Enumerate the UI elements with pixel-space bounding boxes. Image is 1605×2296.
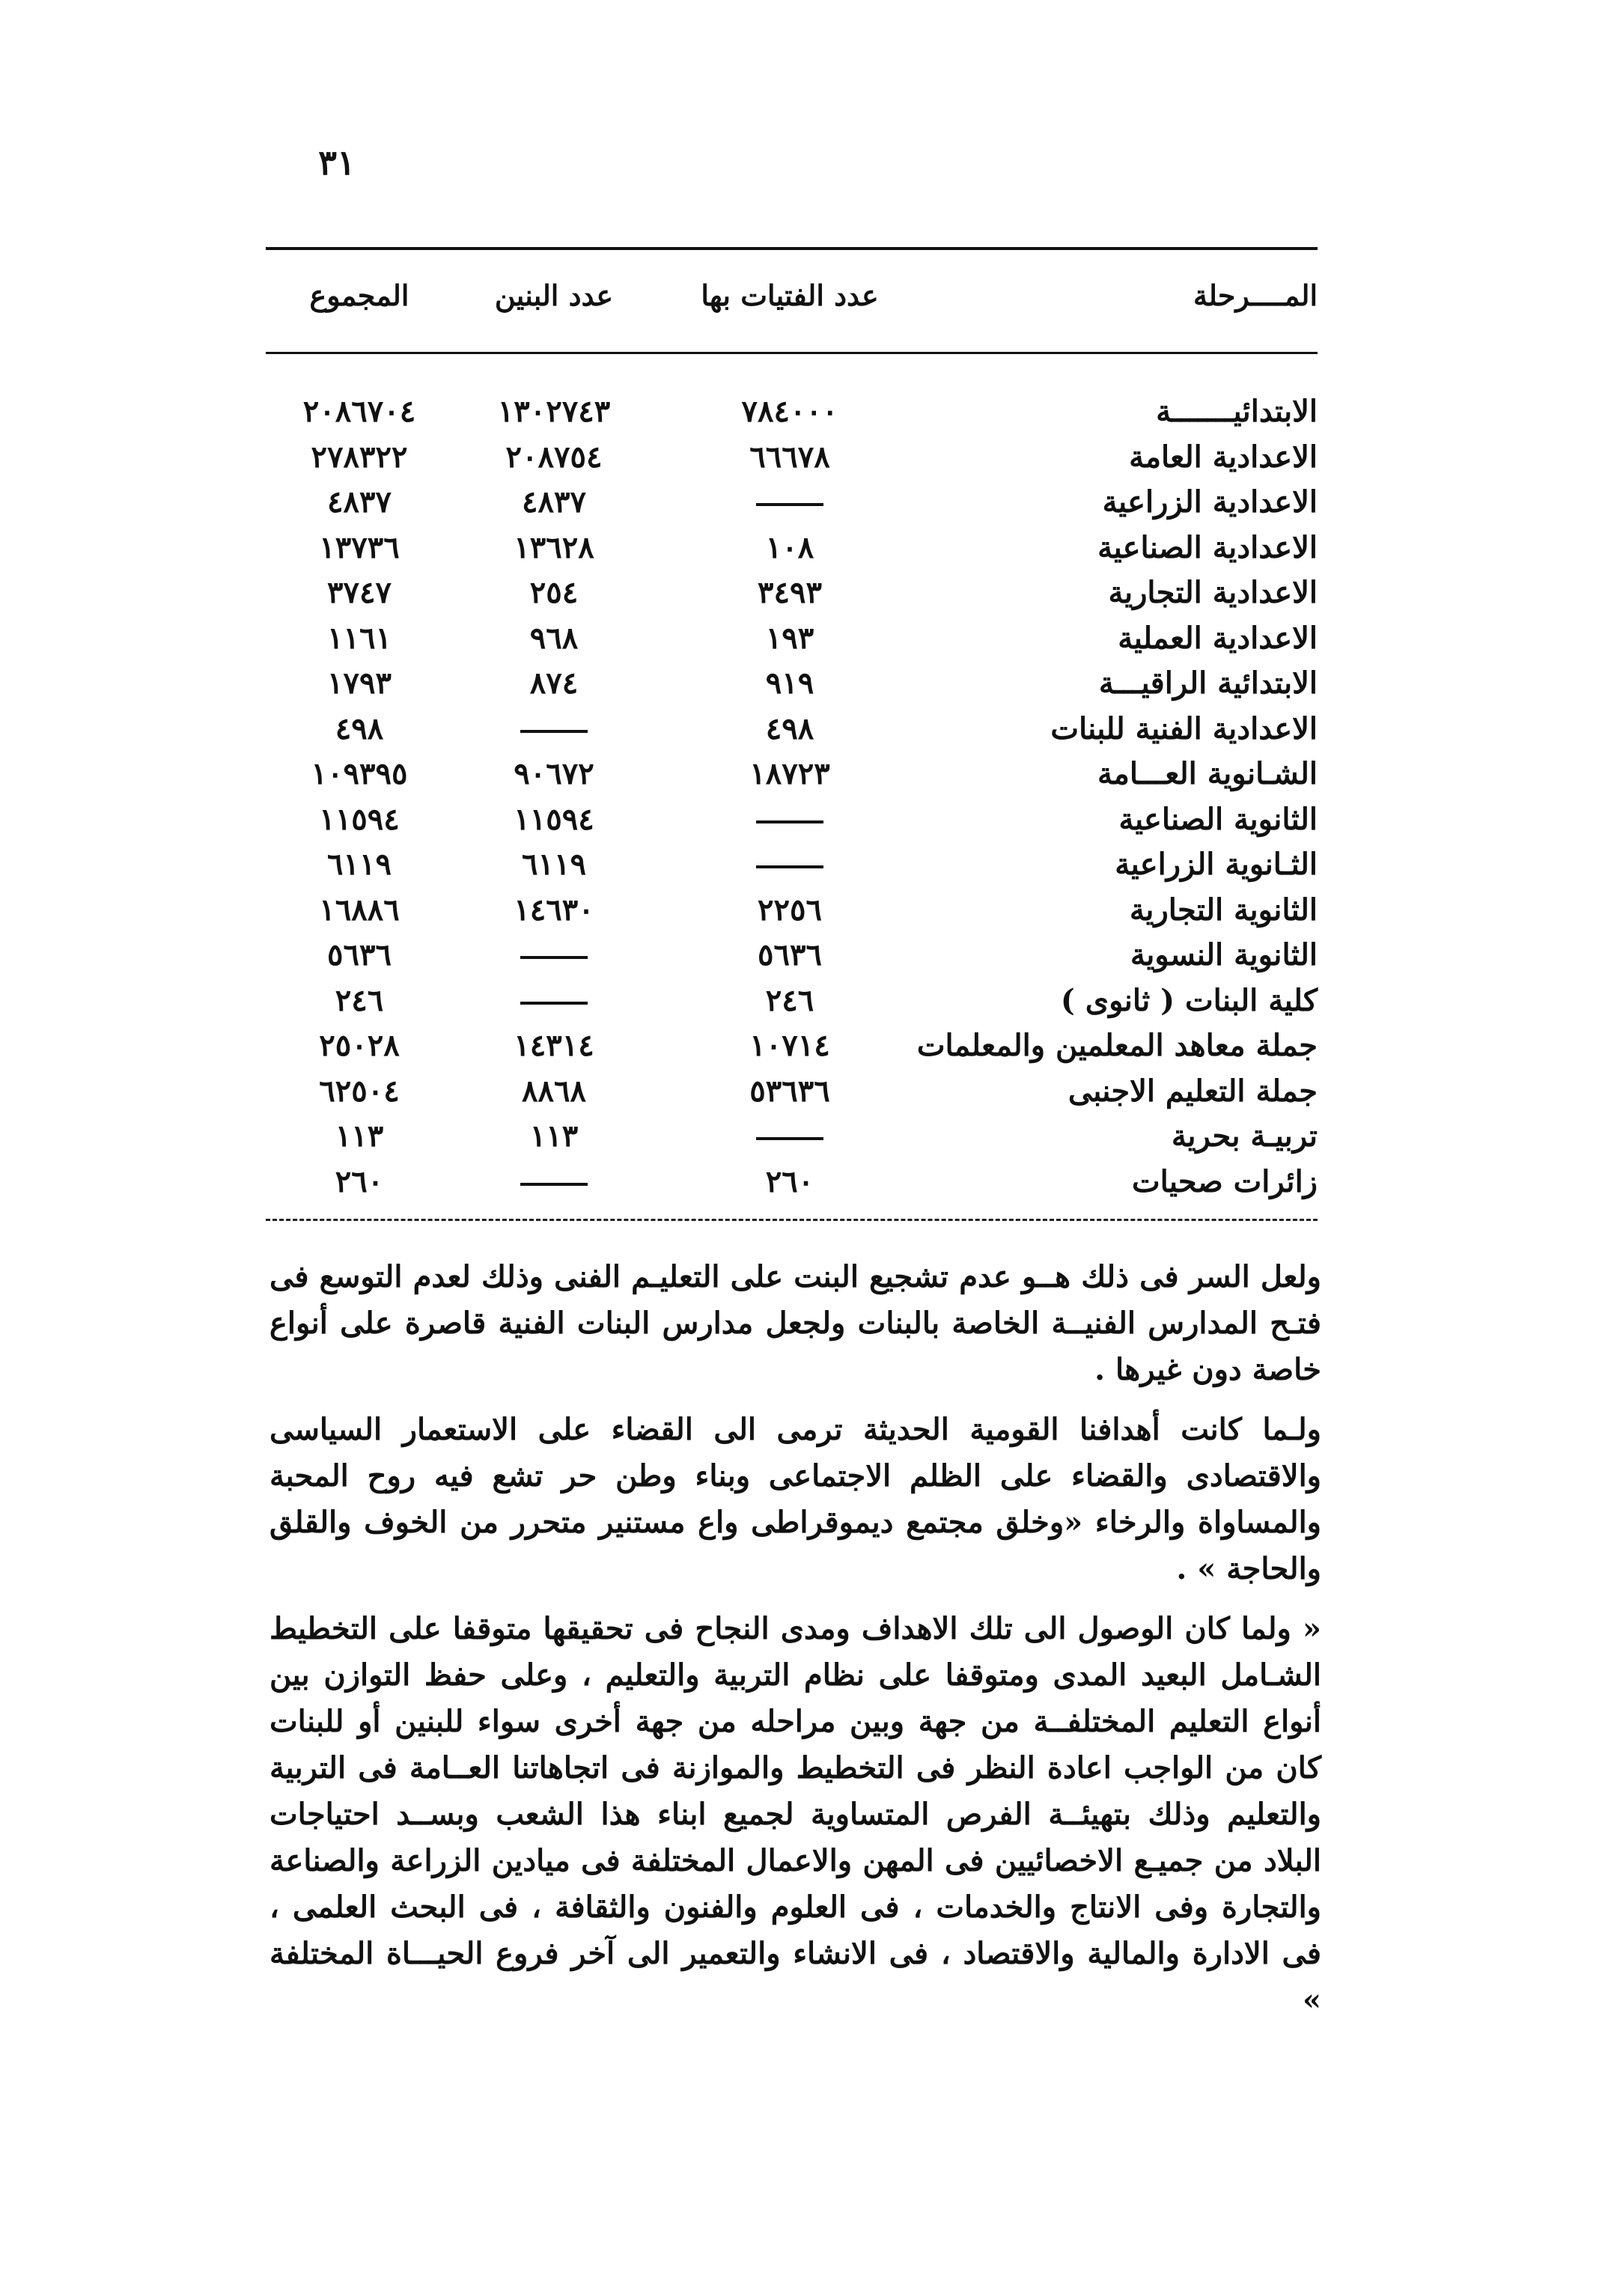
- cell-total: ١١٦١: [327, 620, 392, 656]
- empty-dash: [520, 1002, 588, 1005]
- cell-girls: ٥٦٣٦: [758, 937, 822, 972]
- cell-boys: ١٤٣١٤: [514, 1028, 594, 1063]
- header-girls: عدد الفتيات بها: [701, 278, 879, 312]
- cell-stage: الثانوية النسوية: [1130, 937, 1318, 972]
- header-stage: المــــرحلة: [1193, 278, 1318, 312]
- cell-girls: ١٠٧١٤: [749, 1028, 830, 1063]
- cell-total: ٥٦٣٦: [327, 937, 392, 972]
- table-row: [0, 1069, 1605, 1115]
- cell-stage: كلية البنات ( ثانوى ): [1060, 982, 1318, 1018]
- cell-stage: الاعدادية الفنية للبنات: [1050, 710, 1318, 746]
- cell-stage: الثانوية التجارية: [1129, 892, 1318, 928]
- header-boys: عدد البنين: [494, 278, 614, 312]
- table-row: [0, 1160, 1605, 1205]
- cell-stage: جملة معاهد المعلمين والمعلمات: [916, 1028, 1318, 1063]
- cell-stage: الاعدادية التجارية: [1108, 575, 1318, 610]
- table-row: [0, 933, 1605, 978]
- cell-girls: [666, 480, 913, 525]
- cell-total: ١٠٩٣٩٥: [311, 756, 408, 791]
- table-top-rule: [266, 247, 1318, 250]
- table-row: [0, 888, 1605, 934]
- paragraph-1: ولعل السر فى ذلك هــو عدم تشجيع البنت على التعليـم الفنى وذلك لعدم التوسع فى فتـح المدارس الفنيــة الخاصة بالبنات ولجعل مدارس البنات الفنية قاصرة على أنواع خاصة دون غيرها .: [269, 1259, 1321, 1387]
- cell-girls: ٢٤٦: [765, 982, 814, 1018]
- cell-girls: [666, 842, 913, 887]
- cell-boys: ٦١١٩: [522, 847, 586, 882]
- cell-total: ١٧٩٣: [327, 666, 392, 701]
- cell-stage: الشـانوية العـــامة: [1097, 756, 1318, 791]
- empty-dash: [756, 865, 823, 868]
- cell-total: ٢٥٠٢٨: [319, 1028, 400, 1063]
- cell-boys: ٢٥٤: [529, 575, 579, 610]
- cell-stage: تربيـة بحرية: [1171, 1118, 1318, 1154]
- cell-total: ٤٩٨: [335, 710, 384, 746]
- cell-boys: [457, 1160, 651, 1205]
- cell-total: ٢٤٦: [335, 982, 384, 1018]
- cell-girls: ٤٩٨: [765, 710, 814, 746]
- cell-stage: الابتدائية الراقيـــة: [1098, 666, 1318, 701]
- cell-boys: ١٤٦٣٠: [514, 892, 594, 928]
- cell-boys: ١٣٠٢٧٤٣: [497, 394, 611, 429]
- table-row: [0, 1114, 1605, 1160]
- cell-stage: زائرات صحيات: [1131, 1163, 1318, 1199]
- cell-stage: الابتدائيـــــــة: [1156, 394, 1318, 429]
- empty-dash: [756, 503, 823, 506]
- cell-stage: الاعدادية الصناعية: [1097, 529, 1318, 565]
- page-number: ٣١: [318, 142, 356, 183]
- cell-total: ١١٥٩٤: [319, 801, 400, 837]
- cell-stage: الاعدادية العامة: [1129, 439, 1318, 475]
- empty-dash: [520, 956, 588, 959]
- cell-total: ٦١١٩: [327, 847, 392, 882]
- cell-boys: ٨٨٦٨: [522, 1073, 586, 1109]
- table-row: [0, 435, 1605, 481]
- table-body: [0, 389, 1605, 1205]
- cell-girls: ١٨٧٢٣: [749, 756, 830, 791]
- cell-stage: جملة التعليم الاجنبى: [1068, 1073, 1318, 1109]
- table-row: [0, 570, 1605, 616]
- cell-boys: ٩٠٦٧٢: [514, 756, 594, 791]
- cell-total: ٤٨٣٧: [327, 484, 392, 520]
- table-bottom-rule: [266, 1219, 1318, 1221]
- cell-girls: [666, 1114, 913, 1159]
- empty-dash: [756, 820, 823, 823]
- cell-stage: الثـانوية الزراعية: [1115, 847, 1318, 882]
- table-row: [0, 797, 1605, 843]
- body-text: [269, 1254, 1321, 2037]
- cell-boys: ١١٣: [529, 1118, 579, 1154]
- empty-dash: [520, 730, 588, 733]
- table-row: [0, 389, 1605, 435]
- table-row: [0, 978, 1605, 1024]
- paragraph-3: « ولما كان الوصول الى تلك الاهداف ومدى النجاح فى تحقيقها متوقفا على التخطيط الشـامل البعيد المدى ومتوقفا على نظام التربية والتعليم ، وعلى حفظ التوازن بين أنواع التعليم المختلفــة من جهة وبين مراحله من جهة أخرى سواء للبنين أو للبنات كان من الواجب اعادة النظر فى التخطيط والموازنة فى اتجاهاتنا العــامة فى التربية والتعليم وذلك بتهيئــة الفرص المتساوية لجميع ابناء هذا الشعب وبســد احتياجات البلاد من جميـع الاخصائيين فى المهن والاعمال المختلفة فى ميادين الزراعة والصناعة والتجارة وفى الانتاج والخدمات ، فى العلوم والفنون والثقافة ، فى البحث العلمى ، فى الادارة والمالية والاقتصاد ، فى الانشاء والتعمير الى آخر فروع الحيـــاة المختلفة »: [269, 1611, 1322, 2018]
- cell-total: ٢٧٨٣٢٢: [311, 439, 408, 475]
- table-row: [0, 842, 1605, 888]
- cell-girls: ٣٤٩٣: [758, 575, 822, 610]
- table-row: [0, 480, 1605, 526]
- table-row: [0, 752, 1605, 797]
- cell-boys: ٢٠٨٧٥٤: [505, 439, 603, 475]
- cell-boys: ١٣٦٢٨: [514, 529, 594, 565]
- cell-total: ٣٧٤٧: [327, 575, 392, 610]
- cell-boys: [457, 978, 651, 1023]
- cell-boys: [457, 707, 651, 752]
- cell-boys: ٩٦٨: [529, 620, 579, 656]
- cell-boys: ٨٧٤: [529, 666, 579, 701]
- cell-total: ١٦٨٨٦: [319, 892, 400, 928]
- cell-girls: ٢٦٠: [765, 1163, 814, 1199]
- cell-girls: ١٩٣: [765, 620, 814, 656]
- cell-stage: الثانوية الصناعية: [1118, 801, 1318, 837]
- cell-total: ١١٣: [335, 1118, 384, 1154]
- cell-total: ١٣٧٣٦: [319, 529, 400, 565]
- cell-girls: ١٠٨: [765, 529, 814, 565]
- table-row: [0, 707, 1605, 752]
- cell-stage: الاعدادية العملية: [1118, 620, 1318, 656]
- table-row: [0, 1023, 1605, 1069]
- cell-girls: ٧٨٤٠٠٠: [741, 394, 838, 429]
- table-row: [0, 661, 1605, 707]
- empty-dash: [520, 1183, 588, 1186]
- cell-stage: الاعدادية الزراعية: [1102, 484, 1318, 520]
- cell-girls: ٢٢٥٦: [758, 892, 822, 928]
- cell-girls: ٩١٩: [765, 666, 814, 701]
- cell-girls: ٦٦٦٧٨: [749, 439, 830, 475]
- cell-boys: ١١٥٩٤: [514, 801, 594, 837]
- cell-boys: ٤٨٣٧: [522, 484, 586, 520]
- cell-girls: [666, 797, 913, 842]
- cell-total: ٦٢٥٠٤: [319, 1073, 400, 1109]
- cell-girls: ٥٣٦٣٦: [749, 1073, 830, 1109]
- table-header: [0, 278, 1605, 331]
- table-row: [0, 526, 1605, 571]
- cell-total: ٢٠٨٦٧٠٤: [302, 394, 416, 429]
- cell-total: ٢٦٠: [335, 1163, 384, 1199]
- paragraph-2: ولـما كانت أهدافنا القومية الحديثة ترمى الى القضاء على الاستعمار السياسى والاقتصادى والقضاء على الظلم الاجتماعى وبناء وطن حر تشع فيه روح المحبة والمساواة والرخاء «وخلق مجتمع ديموقراطى واع مستنير متحرر من الخوف والقلق والحاجة » .: [269, 1412, 1321, 1586]
- empty-dash: [756, 1137, 823, 1140]
- cell-boys: [457, 933, 651, 978]
- table-header-rule: [266, 352, 1318, 354]
- header-total: المجموع: [309, 278, 409, 312]
- table-row: [0, 616, 1605, 662]
